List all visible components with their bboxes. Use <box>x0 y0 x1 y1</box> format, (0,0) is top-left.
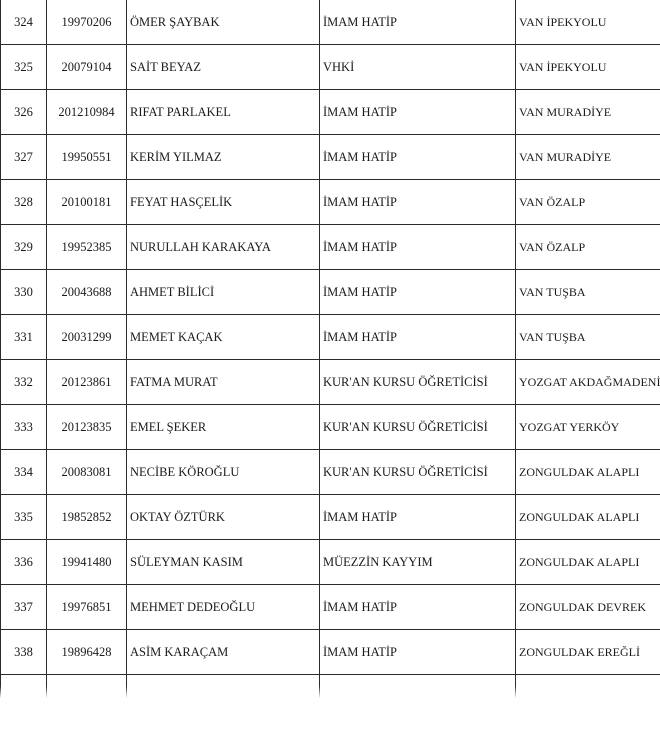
job-title-cell: VHKİ <box>320 45 516 90</box>
table-row <box>1 315 660 360</box>
person-name-cell: FEYAT HASÇELİK <box>127 180 320 225</box>
duty-location-cell: VAN MURADİYE <box>516 90 660 135</box>
registry-id-cell: 20043688 <box>47 270 127 315</box>
job-title-cell: İMAM HATİP <box>320 270 516 315</box>
registry-id-cell: 20123835 <box>47 405 127 450</box>
row-number-cell: 326 <box>1 90 47 135</box>
registry-id-cell: 19952385 <box>47 225 127 270</box>
table-row <box>1 90 660 135</box>
duty-location-cell: YOZGAT YERKÖY <box>516 405 660 450</box>
table-row <box>1 45 660 90</box>
duty-location-cell: VAN ÖZALP <box>516 180 660 225</box>
job-title-cell: İMAM HATİP <box>320 630 516 675</box>
duty-location-cell: VAN ÖZALP <box>516 225 660 270</box>
duty-location-cell: YOZGAT AKDAĞMADENİ <box>516 360 660 405</box>
job-title-cell: İMAM HATİP <box>320 180 516 225</box>
job-title-cell: İMAM HATİP <box>320 495 516 540</box>
duty-location-cell: VAN MURADİYE <box>516 135 660 180</box>
table-row <box>1 450 660 495</box>
person-name-cell: NECİBE KÖROĞLU <box>127 450 320 495</box>
row-number-cell: 338 <box>1 630 47 675</box>
row-number-cell: 330 <box>1 270 47 315</box>
table-row <box>1 540 660 585</box>
registry-id-cell: 19976851 <box>47 585 127 630</box>
duty-location-cell: ZONGULDAK ALAPLI <box>516 450 660 495</box>
person-name-cell: ÖMER ŞAYBAK <box>127 0 320 45</box>
person-name-cell: OKTAY ÖZTÜRK <box>127 495 320 540</box>
registry-id-cell: 19970206 <box>47 0 127 45</box>
registry-id-cell: 19941480 <box>47 540 127 585</box>
duty-location-cell: ZONGULDAK EREĞLİ <box>516 630 660 675</box>
duty-location-cell: VAN TUŞBA <box>516 315 660 360</box>
registry-id-cell: 19852852 <box>47 495 127 540</box>
registry-id-cell: 19896428 <box>47 630 127 675</box>
duty-location-cell: ZONGULDAK ALAPLI <box>516 540 660 585</box>
table-body <box>1 0 660 706</box>
person-name-cell: FATMA MURAT <box>127 360 320 405</box>
table-row <box>1 180 660 225</box>
row-number-cell: 325 <box>1 45 47 90</box>
job-title-cell: İMAM HATİP <box>320 315 516 360</box>
row-number-cell: 332 <box>1 360 47 405</box>
job-title-cell: KUR'AN KURSU ÖĞRETİCİSİ <box>320 360 516 405</box>
person-name-cell: SÜLEYMAN KASIM <box>127 540 320 585</box>
job-title-cell: MÜEZZİN KAYYIM <box>320 540 516 585</box>
table-row <box>1 225 660 270</box>
person-name-cell: EMEL ŞEKER <box>127 405 320 450</box>
row-number-cell: 333 <box>1 405 47 450</box>
row-number-cell: 329 <box>1 225 47 270</box>
registry-id-cell: 20100181 <box>47 180 127 225</box>
registry-id-cell: 20079104 <box>47 45 127 90</box>
job-title-cell: İMAM HATİP <box>320 135 516 180</box>
registry-id-cell: 20123861 <box>47 360 127 405</box>
job-title-cell: İMAM HATİP <box>320 0 516 45</box>
job-title-cell: İMAM HATİP <box>320 90 516 135</box>
registry-id-cell: 201210984 <box>47 90 127 135</box>
person-name-cell: SAİT BEYAZ <box>127 45 320 90</box>
person-name-cell: MEHMET DEDEOĞLU <box>127 585 320 630</box>
duty-location-cell: VAN İPEKYOLU <box>516 45 660 90</box>
table-row <box>1 495 660 540</box>
row-number-cell: 327 <box>1 135 47 180</box>
job-title-cell: KUR'AN KURSU ÖĞRETİCİSİ <box>320 405 516 450</box>
job-title-cell: İMAM HATİP <box>320 585 516 630</box>
table-row <box>1 360 660 405</box>
row-number-cell: 324 <box>1 0 47 45</box>
table-row <box>1 585 660 630</box>
registry-id-cell: 20031299 <box>47 315 127 360</box>
row-number-cell: 331 <box>1 315 47 360</box>
table-row <box>1 135 660 180</box>
row-number-cell: 336 <box>1 540 47 585</box>
row-number-cell: 337 <box>1 585 47 630</box>
duty-location-cell: ZONGULDAK ALAPLI <box>516 495 660 540</box>
page-bottom-edge <box>0 686 660 717</box>
duty-location-cell: VAN TUŞBA <box>516 270 660 315</box>
registry-id-cell: 20083081 <box>47 450 127 495</box>
table-row <box>1 0 660 45</box>
person-name-cell: KERİM YILMAZ <box>127 135 320 180</box>
row-number-cell: 328 <box>1 180 47 225</box>
person-name-cell: AHMET BİLİCİ <box>127 270 320 315</box>
person-name-cell: ASİM KARAÇAM <box>127 630 320 675</box>
person-name-cell: MEMET KAÇAK <box>127 315 320 360</box>
row-number-cell: 334 <box>1 450 47 495</box>
person-name-cell: NURULLAH KARAKAYA <box>127 225 320 270</box>
table-row <box>1 270 660 315</box>
duty-location-cell: VAN İPEKYOLU <box>516 0 660 45</box>
table-row <box>1 630 660 675</box>
duty-location-cell: ZONGULDAK DEVREK <box>516 585 660 630</box>
job-title-cell: KUR'AN KURSU ÖĞRETİCİSİ <box>320 450 516 495</box>
row-number-cell: 335 <box>1 495 47 540</box>
person-name-cell: RIFAT PARLAKEL <box>127 90 320 135</box>
table-row <box>1 405 660 450</box>
job-title-cell: İMAM HATİP <box>320 225 516 270</box>
registry-id-cell: 19950551 <box>47 135 127 180</box>
